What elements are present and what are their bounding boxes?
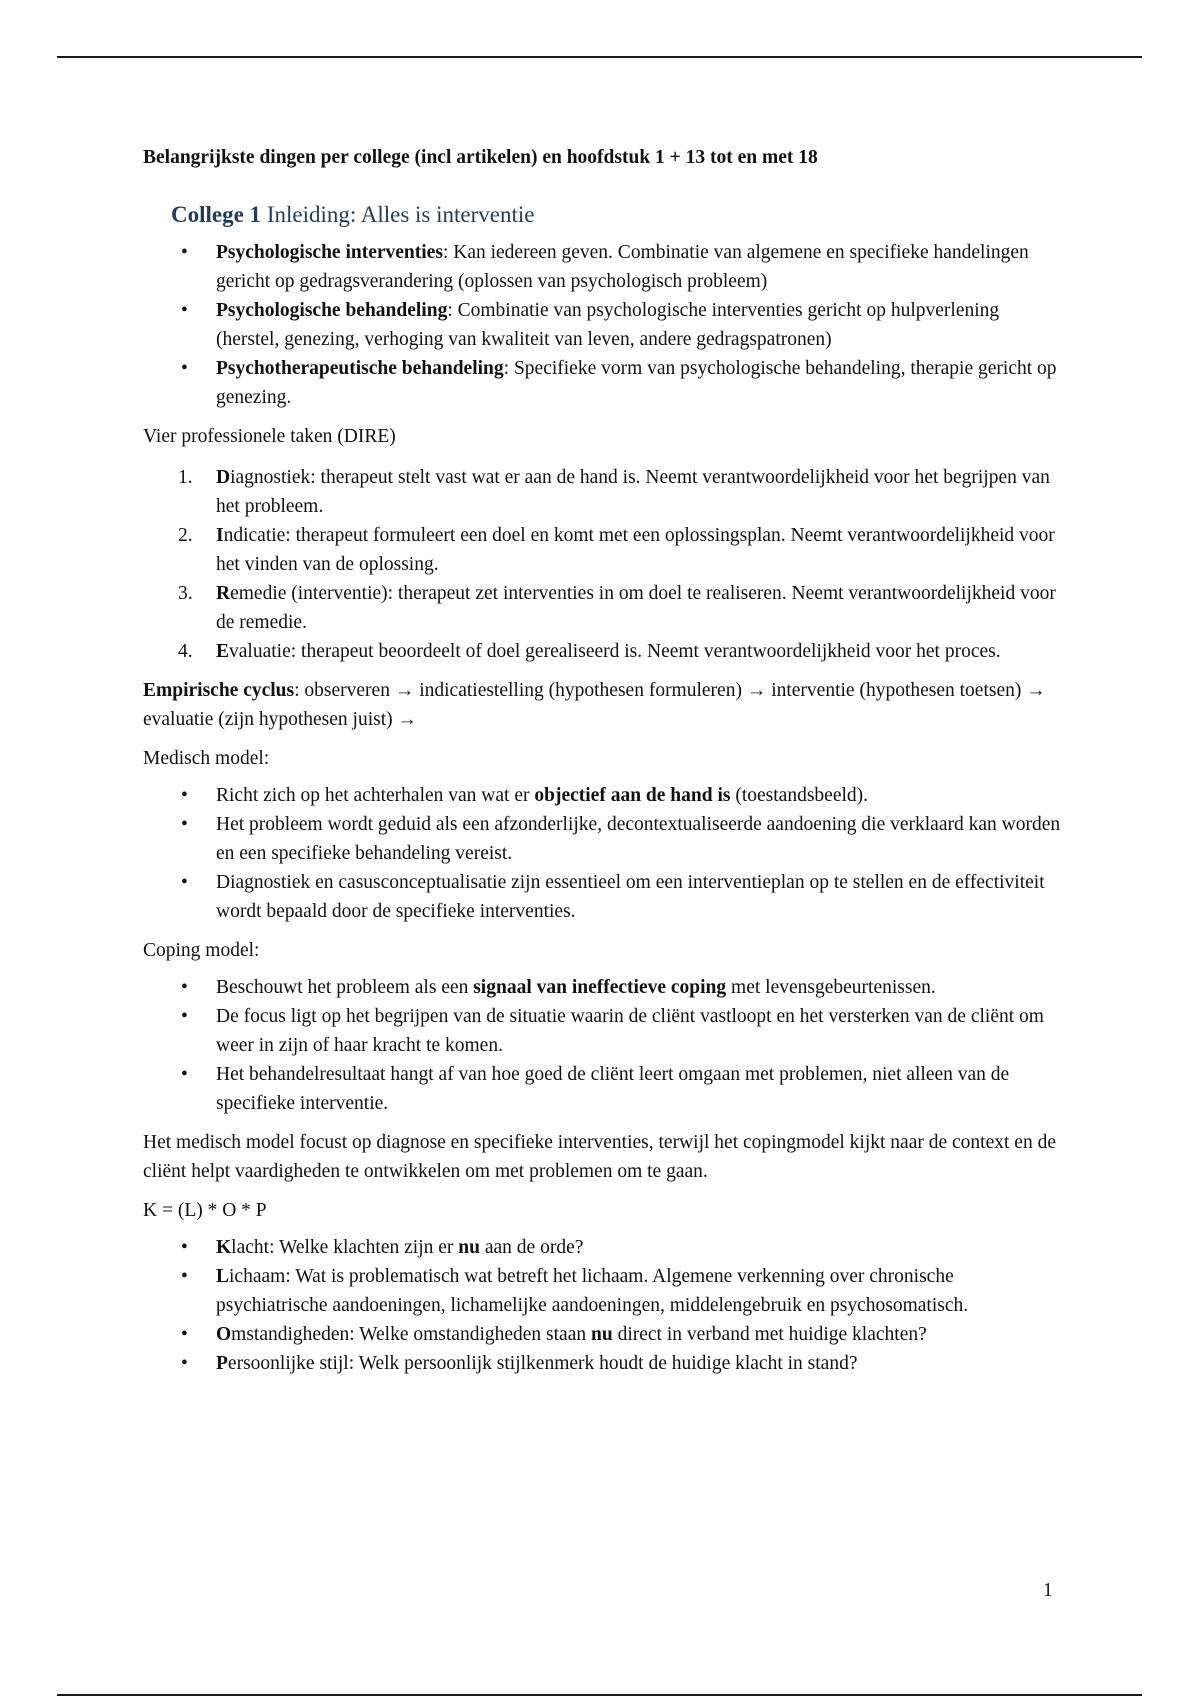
task-initial: I (216, 525, 224, 546)
item-emphasis: nu (591, 1324, 613, 1345)
item-text: lacht: Welke klachten zijn er (231, 1237, 459, 1258)
bullet-icon: • (181, 1324, 188, 1345)
list-item (143, 579, 1063, 637)
bullet-icon: • (181, 242, 188, 263)
bullet-icon: • (181, 872, 188, 893)
page-number: 1 (1043, 1580, 1053, 1601)
list-item (143, 1233, 1063, 1262)
document-title: Belangrijkste dingen per college (incl artikelen) en hoofdstuk 1 + 13 tot en met 18 (143, 147, 818, 168)
model-comparison: Het medisch model focust op diagnose en specifieke interventies, terwijl het copingmodel kijkt naar de context en de cliënt helpt vaardigheden te ontwikkelen om met problemen om te gaan. (143, 1132, 1056, 1182)
item-initial: L (216, 1266, 230, 1287)
item-text: aan de orde? (479, 1237, 584, 1258)
list-item (143, 521, 1063, 579)
cycle-text: : observeren → indicatiestelling (hypothesen formuleren) → interventie (hypothesen toetsen) → evaluatie (zijn hypothesen juist) → (143, 680, 1046, 730)
document-page (143, 138, 1063, 1378)
header-rule (57, 56, 1142, 58)
definition-text: : Kan iedereen geven. Combinatie van algemene en specifieke handelingen gericht op gedragsverandering (oplossen van psychologisch probleem) (216, 242, 1029, 292)
item-text: Diagnostiek en casusconceptualisatie zijn essentieel om een interventieplan op te stellen en de effectiviteit wordt bepaald door de specifieke interventies. (216, 872, 1045, 922)
medical-model-heading: Medisch model: (143, 748, 270, 769)
college-heading (171, 200, 1063, 230)
item-initial: K (216, 1237, 232, 1258)
task-text: iagnostiek: therapeut stelt vast wat er aan de hand is. Neemt verantwoordelijkheid voor het begrijpen van het probleem. (216, 467, 1050, 517)
item-emphasis: signaal van ineffectieve coping (473, 977, 727, 998)
task-initial: E (216, 641, 230, 662)
item-text: direct in verband met huidige klachten? (612, 1324, 927, 1345)
formula-list (143, 1233, 1063, 1378)
list-number: 3. (178, 583, 193, 604)
item-text: ichaam: Wat is problematisch wat betreft het lichaam. Algemene verkenning over chronische psychiatrische aandoeningen, lichamelijke aandoeningen, middelengebruik en psychosomatisch. (216, 1266, 969, 1316)
bullet-icon: • (181, 1237, 188, 1258)
definition-text: : Combinatie van psychologische interventies gericht op hulpverlening (herstel, genezing, verhoging van kwaliteit van leven, andere gedragspatronen) (216, 300, 1000, 350)
bullet-icon: • (181, 1353, 188, 1374)
bullet-icon: • (181, 785, 188, 806)
task-initial: D (216, 467, 231, 488)
list-number: 2. (178, 525, 193, 546)
list-item (143, 1349, 1063, 1378)
task-text: valuatie: therapeut beoordeelt of doel gerealiseerd is. Neemt verantwoordelijkheid voor het proces. (229, 641, 1001, 662)
coping-model-list (143, 973, 1063, 1118)
empirical-cycle (143, 676, 1063, 734)
list-item (143, 296, 1063, 354)
bullet-icon: • (181, 814, 188, 835)
list-item (143, 1060, 1063, 1118)
item-text: Het behandelresultaat hangt af van hoe goed de cliënt leert omgaan met problemen, niet alleen van de specifieke interventie. (216, 1064, 1010, 1114)
footer-rule (57, 1694, 1142, 1696)
coping-model-heading: Coping model: (143, 940, 260, 961)
item-emphasis: objectief aan de hand is (534, 785, 731, 806)
item-text: De focus ligt op het begrijpen van de situatie waarin de cliënt vastloopt en het versterken van de cliënt om weer in zijn of haar kracht te komen. (216, 1006, 1044, 1056)
cycle-term: Empirische cyclus (143, 680, 295, 701)
task-initial: R (216, 583, 231, 604)
definitions-list (143, 238, 1063, 412)
list-item (143, 354, 1063, 412)
item-text: ersoonlijke stijl: Welk persoonlijk stijlkenmerk houdt de huidige klacht in stand? (227, 1353, 858, 1374)
list-item (143, 973, 1063, 1002)
definition-term: Psychologische interventies (216, 242, 443, 263)
list-number: 1. (178, 467, 193, 488)
item-text: met levensgebeurtenissen. (726, 977, 936, 998)
bullet-icon: • (181, 300, 188, 321)
college-subtitle: Inleiding: Alles is interventie (261, 202, 535, 227)
item-text: Beschouwt het probleem als een (216, 977, 474, 998)
list-item (143, 238, 1063, 296)
bullet-icon: • (181, 358, 188, 379)
item-initial: O (216, 1324, 232, 1345)
item-text: Het probleem wordt geduid als een afzonderlijke, decontextualiseerde aandoening die verklaard kan worden en een specifieke behandeling vereist. (216, 814, 1061, 864)
definition-text: : Specifieke vorm van psychologische behandeling, therapie gericht op genezing. (216, 358, 1057, 408)
definition-term: Psychotherapeutische behandeling (216, 358, 504, 379)
item-text: (toestandsbeeld). (730, 785, 869, 806)
medical-model-list (143, 781, 1063, 926)
bullet-icon: • (181, 977, 188, 998)
tasks-heading: Vier professionele taken (DIRE) (143, 426, 396, 447)
definition-term: Psychologische behandeling (216, 300, 448, 321)
list-item (143, 1002, 1063, 1060)
item-initial: P (216, 1353, 228, 1374)
list-number: 4. (178, 641, 193, 662)
bullet-icon: • (181, 1064, 188, 1085)
task-text: emedie (interventie): therapeut zet interventies in om doel te realiseren. Neemt verantwoordelijkheid voor de remedie. (216, 583, 1056, 633)
list-item (143, 781, 1063, 810)
list-item (143, 1320, 1063, 1349)
list-item (143, 810, 1063, 868)
formula-heading: K = (L) * O * P (143, 1200, 267, 1221)
bullet-icon: • (181, 1006, 188, 1027)
list-item (143, 637, 1063, 666)
list-item (143, 1262, 1063, 1320)
item-emphasis: nu (458, 1237, 480, 1258)
item-text: Richt zich op het achterhalen van wat er (216, 785, 535, 806)
bullet-icon: • (181, 1266, 188, 1287)
list-item (143, 463, 1063, 521)
task-text: ndicatie: therapeut formuleert een doel en komt met een oplossingsplan. Neemt verantwoordelijkheid voor het vinden van de oplossing. (216, 525, 1055, 575)
item-text: mstandigheden: Welke omstandigheden staan (231, 1324, 591, 1345)
list-item (143, 868, 1063, 926)
tasks-list (143, 463, 1063, 666)
college-label: College 1 (171, 202, 262, 227)
